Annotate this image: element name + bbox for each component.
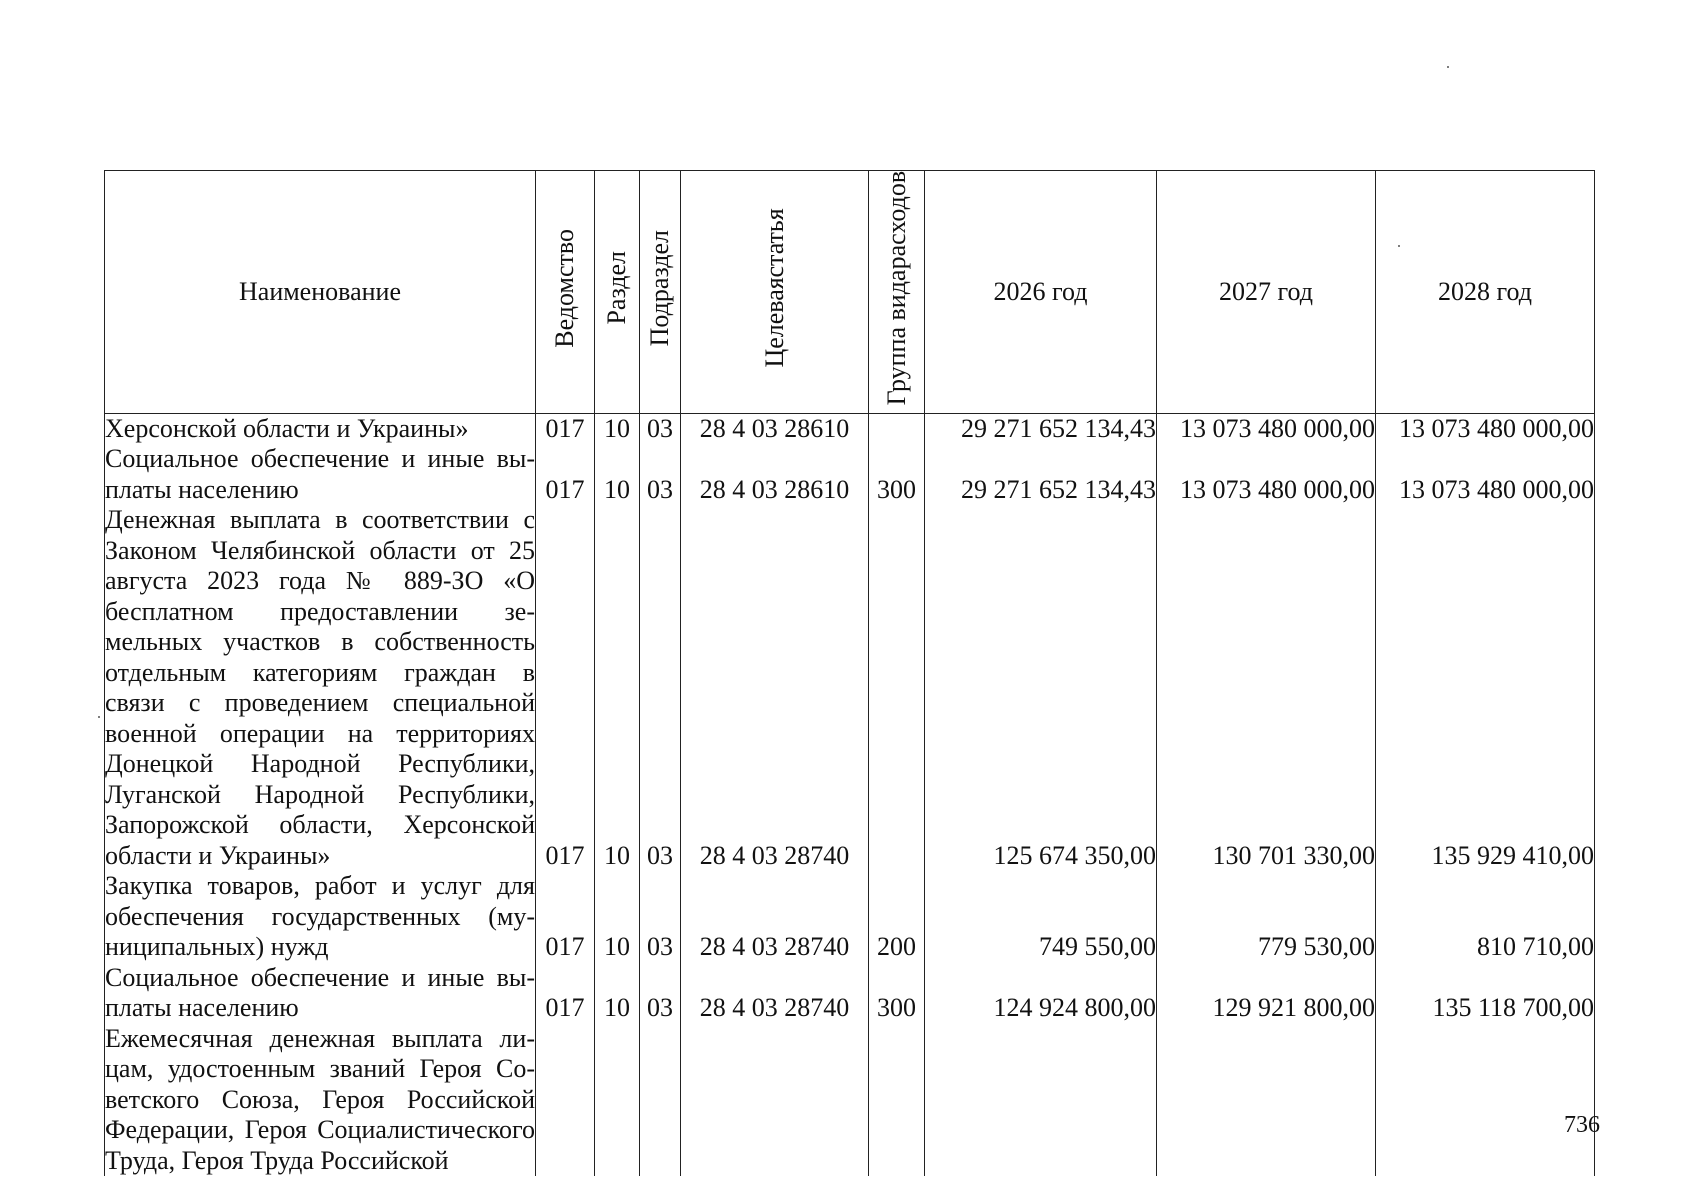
row-2027: 13 073 480 000,00 bbox=[1157, 413, 1376, 444]
row-2026: 749 550,00 bbox=[925, 871, 1157, 963]
table-header-row bbox=[105, 171, 1595, 414]
row-name: Социальное обеспечение и иные выплаты населению bbox=[105, 444, 535, 504]
header-vedomstvo: Ведомство bbox=[536, 171, 595, 414]
row-2026: 124 924 800,00 bbox=[925, 963, 1157, 1024]
table-row bbox=[105, 505, 1595, 871]
row-2027: 779 530,00 bbox=[1157, 871, 1376, 963]
row-gruppa: 300 bbox=[869, 963, 925, 1024]
page-number: 736 bbox=[1564, 1112, 1600, 1138]
row-vedomstvo bbox=[536, 1024, 595, 1177]
row-tselevaya: 28 4 03 28740 bbox=[681, 505, 869, 871]
row-2027: 129 921 800,00 bbox=[1157, 963, 1376, 1024]
row-2027 bbox=[1157, 1024, 1376, 1177]
row-razdel: 10 bbox=[595, 963, 640, 1024]
row-razdel: 10 bbox=[595, 871, 640, 963]
header-razdel: Раздел bbox=[595, 171, 640, 414]
row-razdel: 10 bbox=[595, 413, 640, 444]
row-gruppa: 300 bbox=[869, 444, 925, 505]
row-podrazdel: 03 bbox=[640, 413, 681, 444]
row-gruppa bbox=[869, 1024, 925, 1177]
table-row bbox=[105, 963, 1595, 1024]
row-podrazdel: 03 bbox=[640, 871, 681, 963]
row-podrazdel: 03 bbox=[640, 963, 681, 1024]
row-razdel: 10 bbox=[595, 505, 640, 871]
row-vedomstvo: 017 bbox=[536, 413, 595, 444]
row-2026: 29 271 652 134,43 bbox=[925, 413, 1157, 444]
row-vedomstvo: 017 bbox=[536, 963, 595, 1024]
table-row bbox=[105, 871, 1595, 963]
table-row bbox=[105, 413, 1595, 444]
row-vedomstvo: 017 bbox=[536, 444, 595, 505]
row-tselevaya: 28 4 03 28740 bbox=[681, 963, 869, 1024]
row-podrazdel: 03 bbox=[640, 444, 681, 505]
row-2027: 13 073 480 000,00 bbox=[1157, 444, 1376, 505]
row-2026: 29 271 652 134,43 bbox=[925, 444, 1157, 505]
row-podrazdel: 03 bbox=[640, 505, 681, 871]
row-gruppa: 200 bbox=[869, 871, 925, 963]
header-tselevaya-statya: Целеваястатья bbox=[681, 171, 869, 414]
row-2028 bbox=[1376, 1024, 1595, 1177]
row-vedomstvo: 017 bbox=[536, 871, 595, 963]
row-razdel: 10 bbox=[595, 444, 640, 505]
row-2026: 125 674 350,00 bbox=[925, 505, 1157, 871]
row-gruppa bbox=[869, 413, 925, 444]
row-2026 bbox=[925, 1024, 1157, 1177]
header-2026: 2026 год bbox=[925, 171, 1157, 414]
row-name: Херсонской области и Украины» bbox=[105, 413, 536, 444]
header-2028: 2028 год bbox=[1376, 171, 1595, 414]
budget-table bbox=[104, 170, 1595, 1176]
row-razdel bbox=[595, 1024, 640, 1177]
row-vedomstvo: 017 bbox=[536, 505, 595, 871]
header-name: Наименование bbox=[105, 171, 536, 414]
row-podrazdel bbox=[640, 1024, 681, 1177]
row-tselevaya: 28 4 03 28610 bbox=[681, 444, 869, 505]
header-gruppa-vida-rashodov: Группа видарасходов bbox=[869, 171, 925, 414]
row-tselevaya: 28 4 03 28740 bbox=[681, 871, 869, 963]
row-name: Ежемесячная денежная выплата лицам, удостоенным званий Героя Советского Союза, Героя Российской Федерации, Героя Социалистического Труда, Героя Труда Российской bbox=[105, 1023, 535, 1175]
row-name: Социальное обеспечение и иные выплаты населению bbox=[105, 962, 535, 1023]
scan-speck bbox=[1447, 66, 1449, 68]
row-2028: 135 118 700,00 bbox=[1376, 963, 1595, 1024]
row-gruppa bbox=[869, 505, 925, 871]
scan-speck bbox=[98, 716, 100, 718]
row-2028: 135 929 410,00 bbox=[1376, 505, 1595, 871]
row-tselevaya bbox=[681, 1024, 869, 1177]
row-2028: 810 710,00 bbox=[1376, 871, 1595, 963]
row-name: Денежная выплата в соответствии с Законом Челябинской области от 25 августа 2023 года № 889-ЗО «О бесплатном предоставлении земельных участков в собственность отдельным категориям граждан в связи с проведением специальной военной операции на территориях Донецкой Народной Республики, Луганской Народной Республики, Запорожской области, Херсонской области и Украины» bbox=[105, 505, 535, 870]
table-row bbox=[105, 444, 1595, 505]
header-2027: 2027 год bbox=[1157, 171, 1376, 414]
row-name: Закупка товаров, работ и услуг для обеспечения государственных (муниципальных) нужд bbox=[105, 871, 535, 962]
table-row bbox=[105, 1024, 1595, 1177]
row-2028: 13 073 480 000,00 bbox=[1376, 444, 1595, 505]
header-podrazdel: Подраздел bbox=[640, 171, 681, 414]
row-2027: 130 701 330,00 bbox=[1157, 505, 1376, 871]
row-tselevaya: 28 4 03 28610 bbox=[681, 413, 869, 444]
row-2028: 13 073 480 000,00 bbox=[1376, 413, 1595, 444]
